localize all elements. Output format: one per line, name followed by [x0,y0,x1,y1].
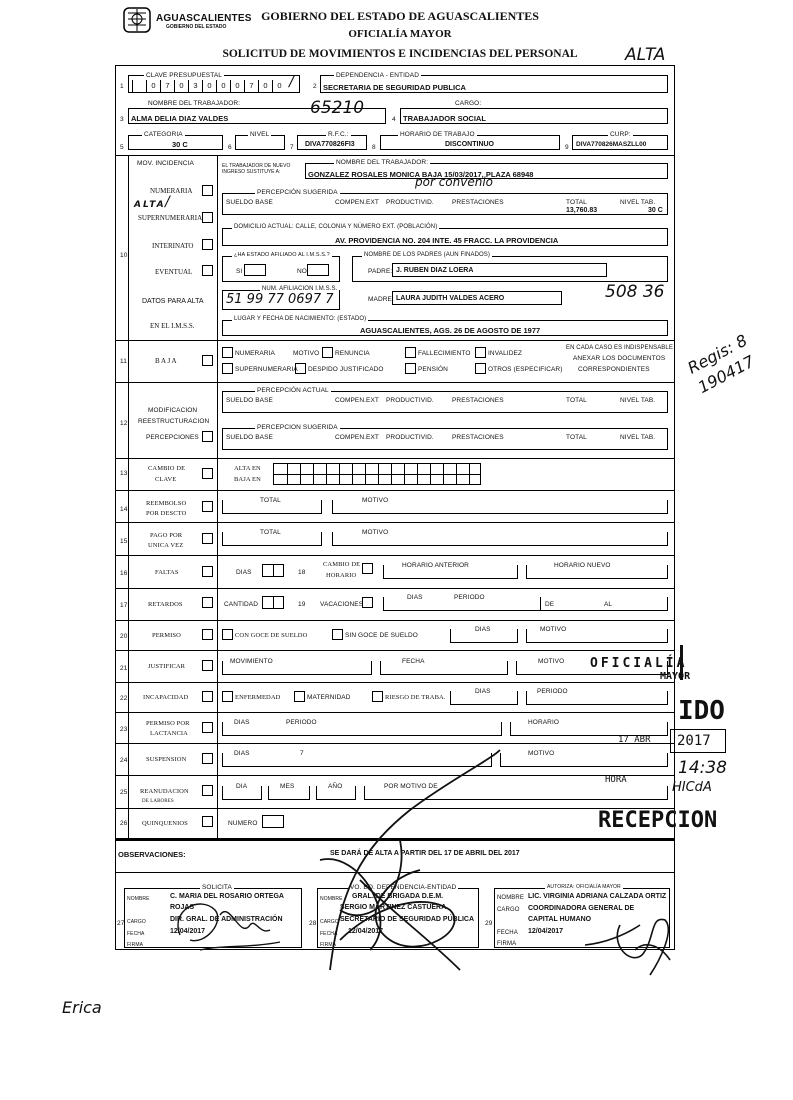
hand-check: / [289,74,294,90]
dias-label: DIAS [475,626,491,633]
grid-cell-line [287,464,288,484]
curp-value: DIVA770826MASZLL00 [576,141,647,148]
field-number: 26 [120,820,128,827]
vacaciones-periodo-field[interactable] [383,597,668,611]
lactancia-label: PERMISO POR [146,720,190,727]
field-number: 3 [120,116,124,123]
baja-supernumeraria-checkbox[interactable] [222,363,233,374]
motivo-label: MOTIVO [538,658,565,665]
maternidad-label: MATERNIDAD [307,694,351,701]
grid-cell-line [404,464,405,484]
baja-note: ANEXAR LOS DOCUMENTOS [573,355,666,362]
total-label: TOTAL [566,434,587,441]
lugar-label: LUGAR Y FECHA DE NACIMIENTO: (ESTADO) [234,316,367,322]
movimiento-label: MOVIMIENTO [230,658,273,665]
logo-name: AGUASCALIENTES [156,13,252,24]
renuncia-label: RENUNCIA [335,350,370,357]
logo-sub: GOBIERNO DEL ESTADO [166,24,227,30]
categoria-label: CATEGORIA [144,131,183,138]
quinquenios-label: QUINQUENIOS [142,820,188,827]
suspension-label: SUSPENSION [146,756,187,763]
nombre-value: ALMA DELIA DIAZ VALDES [131,114,229,123]
reanudacion-label: DE LABORES [142,799,174,804]
field-number: 15 [120,538,128,545]
numero-label: NUMERO [228,820,258,827]
periodo-label: PERIODO [286,719,317,726]
field-number: 18 [298,569,306,576]
clave-digit-cell[interactable]: 0 [146,80,160,92]
enfermedad-label: ENFERMEDAD [235,694,281,701]
nivel-tab-label: NIVEL TAB. [620,434,656,441]
pago-label: PAGO POR [150,532,183,539]
datos-para-alta-label: DATOS PARA ALTA [142,298,204,305]
field-number: 17 [120,602,128,609]
field-number: 27 [117,920,125,927]
cantidad-label: CANTIDAD [224,601,259,608]
dias-label: DIAS [234,719,250,726]
cargo-l: CARGO [127,919,146,925]
signature-vobo [300,740,510,980]
enfermedad-checkbox[interactable] [222,691,233,702]
reception-stamp [560,640,760,840]
horario-label: HORARIO [528,719,560,726]
quinquenios-checkbox[interactable] [202,816,213,827]
grid-cell-line [456,464,457,484]
alta-en-label: ALTA EN [234,465,261,472]
lactancia-dias-field[interactable] [222,722,502,736]
lugar-value: AGUASCALIENTES, AGS. 26 DE AGOSTO DE 1977 [360,326,541,335]
permiso-checkbox[interactable] [202,629,213,640]
prestaciones-label: PRESTACIONES [452,434,504,441]
percepcion-sugerida-label: PERCEPCION SUGERIDA [257,424,338,431]
eventual-label: EVENTUAL [155,268,193,276]
clave-digit-cell[interactable]: 7 [244,80,258,92]
firma-l: FIRMA [320,942,337,948]
curp-label: CURP: [610,131,631,138]
total-label: TOTAL [566,397,587,404]
alta-label: ALTA [134,200,166,210]
firma-l: FIRMA [127,942,144,948]
vobo-fecha: 12/04/2017 [348,928,384,935]
solicita-nombre: C. MARIA DEL ROSARIO ORTEGA [170,893,284,900]
cargo-value: TRABAJADOR SOCIAL [403,114,486,123]
stamp-recepcion: RECEPCION [598,808,718,833]
reanudacion-checkbox[interactable] [202,785,213,796]
fecha-l: FECHA [497,930,518,936]
grid-cell-line [378,464,379,484]
motivo-label: MOTIVO [528,750,555,757]
header-line2: OFICIALÍA MAYOR [348,28,452,40]
vobo-nombre: GRAL. DE BRIGADA D.E.M. [352,893,444,900]
field-number: 16 [120,570,128,577]
handwritten-alta: ALTA [625,45,666,65]
otros-checkbox[interactable] [475,363,486,374]
field-number: 21 [120,665,128,672]
dias-label: DIAS [475,688,491,695]
solicita-nombre: ROJAS [170,904,195,911]
nombre-trab-value: GONZALEZ ROSALES MONICA BAJA 15/03/2017, PLAZA 68948 [308,170,534,179]
autoriza-nombre: LIC. VIRGINIA ADRIANA CALZADA ORTIZ [528,893,667,900]
supernumeraria-checkbox[interactable] [202,212,213,223]
stamp-mayor: MAYOR [660,671,691,682]
eventual-checkbox[interactable] [202,265,213,276]
grid-divider [274,474,480,475]
grid-cell-line [365,464,366,484]
dias-label: DIAS [234,750,250,757]
stamp-time: 14:38 [678,758,727,778]
modificacion-label: MODIFICACION [148,407,198,414]
retardos-checkbox[interactable] [202,597,213,608]
field-number: 10 [120,252,128,259]
suspension-dias-value: 7 [300,750,304,757]
grid-cell-line [313,464,314,484]
grid-cell-line [469,464,470,484]
otros-label: OTROS (ESPECIFICAR) [488,366,563,373]
dias-label: DIAS [236,569,252,576]
nombre-l: NOMBRE [320,896,343,902]
header-line1: GOBIERNO DEL ESTADO DE AGUASCALIENTES [261,9,539,23]
observaciones-label: OBSERVACIONES: [118,850,186,859]
trab-nuevo-label: EL TRABAJADOR DE NUEVO INGRESO SUSTITUYE A: [222,163,291,175]
field-number: 12 [120,420,128,427]
handwritten-convenio: por convenio [415,175,494,189]
pago-label: UNICA VEZ [148,542,184,549]
handwritten-registro: Regis: 8 190417 [684,330,758,398]
grid-cell-line [391,464,392,484]
autoriza-label: AUTORIZA: OFICIALÍA MAYOR [547,884,621,890]
field-number: 28 [309,920,317,927]
reembolso-label: POR DESCTO [146,510,187,517]
cargo-l: CARGO [320,919,339,925]
total-label: TOTAL [260,497,281,504]
cambio-horario-label: HORARIO [326,572,357,579]
si-label: SI [236,268,243,275]
cargo-l: CARGO [497,907,520,913]
num-afiliacion-label: NUM. AFILIACION I.M.S.S. [262,286,338,292]
reanudacion-label: REANUDACION [140,788,189,795]
motivo-label: MOTIVO [540,626,567,633]
solicita-label: SOLICITA [202,884,232,891]
nombre-l: NOMBRE [497,895,524,901]
reembolso-checkbox[interactable] [202,501,213,512]
sueldo-base-label: SUELDO BASE [226,397,273,404]
interinato-checkbox[interactable] [202,239,213,250]
cambio-clave-label: CAMBIO DE [148,465,186,472]
faltas-label: FALTAS [155,569,179,576]
cambio-horario-checkbox[interactable] [362,563,373,574]
percepcion-sugerida-field[interactable] [222,193,668,215]
clave-grid[interactable] [273,463,481,485]
nombre-l: NOMBRE [127,896,150,902]
field-number: 24 [120,757,128,764]
field-number: 29 [485,920,493,927]
horario-anterior-label: HORARIO ANTERIOR [402,562,469,569]
clave-label: CLAVE PRESUPUESTAL [146,72,222,79]
grid-cell-line [300,464,301,484]
signature-autoriza [580,905,680,985]
retardos-label: RETARDOS [148,601,183,608]
percepciones-label: PERCEPCIONES [146,434,199,441]
rfc-value: DIVA770826FI3 [305,141,355,148]
invalidez-label: INVALIDEZ [488,350,523,357]
clave-digit-cell[interactable]: 3 [188,80,202,92]
num-afiliacion-value: 51 99 77 0697 7 [226,292,334,307]
interinato-label: INTERINATO [152,242,194,250]
vacaciones-checkbox[interactable] [362,597,373,608]
horario-value: DISCONTINUO [445,141,494,148]
percepcion-actual-field[interactable] [222,391,668,413]
nivel-tab-value: 30 C [648,207,663,214]
pension-checkbox[interactable] [405,363,416,374]
dependencia-label: DEPENDENCIA - ENTIDAD [336,72,420,79]
fecha-label: FECHA [402,658,425,665]
numeraria-checkbox[interactable] [202,185,213,196]
dia-label: DIA [236,783,248,790]
padres-label: NOMBRE DE LOS PADRES (AUN FINADOS) [364,252,490,258]
firma-l: FIRMA [497,941,517,947]
nivel-tab-label: NIVEL TAB. [620,397,656,404]
despido-label: DESPIDO JUSTIFICADO [308,366,384,373]
field-number: 13 [120,470,128,477]
madre-label: MADRE: [368,296,394,303]
clave-digit-cell[interactable]: 0 [258,80,272,92]
baja-motivo-label: MOTIVO [293,350,320,357]
total-label: TOTAL [566,199,587,206]
reestructuracion-label: REESTRUCTURACION [138,418,210,425]
field-number: 23 [120,726,128,733]
compen-ext-label: COMPEN.EXT [335,434,379,441]
stamp-hora: HORA [605,775,627,785]
motivo-label: MOTIVO [362,529,389,536]
pago-checkbox[interactable] [202,533,213,544]
autoriza-cargo: COORDINADORA GENERAL DE [528,905,635,912]
nombre-label: NOMBRE DEL TRABAJADOR: [148,100,241,107]
clave-digit-cell[interactable]: 0 [230,80,244,92]
handwritten-508: 508 36 [605,282,665,302]
categoria-value: 30 C [172,140,188,149]
justificar-label: JUSTIFICAR [148,663,186,670]
grid-cell-line [417,464,418,484]
lactancia-label: LACTANCIA [150,730,188,737]
sin-goce-checkbox[interactable] [332,629,343,640]
pension-label: PENSIÓN [418,366,448,373]
grid-cell-line [339,464,340,484]
fecha-l: FECHA [320,931,338,937]
periodo-label: PERIODO [454,594,485,601]
periodo-label: PERIODO [537,688,568,695]
faltas-checkbox[interactable] [202,566,213,577]
autoriza-cargo: CAPITAL HUMANO [528,916,592,923]
sin-goce-label: SIN GOCE DE SUELDO [345,632,418,639]
productividad-label: PRODUCTIVID. [386,199,434,206]
madre-value: LAURA JUDITH VALDES ACERO [396,295,505,302]
stamp-oficialia: OFICIALÍA [590,656,688,671]
compen-ext-label: COMPEN.EXT [335,397,379,404]
domicilio-value: AV. PROVIDENCIA NO. 204 INTE. 45 FRACC. LA PROVIDENCIA [335,236,559,245]
field-number: 8 [372,144,376,151]
clave-digit-cell[interactable] [132,80,146,92]
field-number: 5 [120,144,124,151]
motivo-label: MOTIVO [362,497,389,504]
incapacidad-checkbox[interactable] [202,691,213,702]
clave-digit-cell[interactable]: 0 [174,80,188,92]
grid-cell-line [443,464,444,484]
vacaciones-label: VACACIONES [320,601,364,608]
observaciones-text: SE DARÁ DE ALTA A PARTIR DEL 17 DE ABRIL DEL 2017 [330,850,520,857]
quinquenios-numero-input[interactable] [262,815,284,828]
renuncia-checkbox[interactable] [322,347,333,358]
riesgo-label: RIESGO DE TRABA. [385,694,446,701]
fallecimiento-label: FALLECIMIENTO [418,350,471,357]
mes-label: MES [280,783,295,790]
riesgo-checkbox[interactable] [372,691,383,702]
field-number: 11 [120,358,127,365]
si-checkbox[interactable] [244,264,266,276]
rfc-label: R.F.C.: [328,131,349,138]
cambio-clave-checkbox[interactable] [202,468,213,479]
prestaciones-label: PRESTACIONES [452,397,504,404]
de-label: DE [545,601,555,608]
cargo-label: CARGO: [455,100,482,107]
clave-digit-cell[interactable]: 0 [272,80,286,92]
no-label: NO [297,268,307,275]
field-number: 6 [228,144,232,151]
total-label: TOTAL [260,529,281,536]
maternidad-checkbox[interactable] [294,691,305,702]
coat-of-arms-icon [120,5,154,35]
field-number: 7 [290,144,294,151]
baja-numeraria-label: NUMERARIA [235,350,275,357]
domicilio-label: DOMICILIO ACTUAL: CALLE, COLONIA Y NÚMERO EXT. (POBLACIÓN) [234,224,438,230]
clave-digit-cell[interactable]: 0 [202,80,216,92]
numeraria-label: NUMERARIA [150,187,193,195]
cambio-clave-label: CLAVE [155,476,177,483]
con-goce-checkbox[interactable] [222,629,233,640]
percepcion-actual-label: PERCEPCIÓN ACTUAL [257,387,329,394]
baja-numeraria-checkbox[interactable] [222,347,233,358]
modificacion-checkbox[interactable] [202,431,213,442]
fallecimiento-checkbox[interactable] [405,347,416,358]
permiso-label: PERMISO [152,632,181,639]
reembolso-label: REEMBOLSO [146,500,187,507]
dias-label: DIAS [407,594,423,601]
invalidez-checkbox[interactable] [475,347,486,358]
supernumeraria-label: SUPERNUMERARIA [138,214,203,222]
percepcion-sugerida-mod-field[interactable] [222,428,668,450]
padre-value: J. RUBEN DIAZ LOERA [396,267,474,274]
stamp-year: 2017 [677,733,711,749]
field-number: 9 [565,144,569,151]
padre-label: PADRE: [368,268,393,275]
stamp-date: 17 ABR [618,735,651,745]
field-number: 20 [120,633,128,640]
al-label: AL [604,601,613,608]
grid-cell-line [326,464,327,484]
en-imss-label: EN EL I.M.S.S. [150,322,195,330]
handwritten-number: 65210 [310,98,365,118]
productividad-label: PRODUCTIVID. [386,397,434,404]
field-number: 19 [298,601,306,608]
stamp-ido: IDO [678,696,725,726]
sueldo-base-label: SUELDO BASE [226,199,273,206]
con-goce-label: CON GOCE DE SUELDO [235,632,308,639]
header-line3: SOLICITUD DE MOVIMIENTOS E INCIDENCIAS DEL PERSONAL [222,48,578,60]
field-number: 22 [120,695,128,702]
fecha-l: FECHA [127,931,145,937]
field-number: 25 [120,789,128,796]
solicita-cargo: DIR. GRAL. DE ADMINISTRACIÓN [170,916,283,923]
compen-ext-label: COMPEN.EXT [335,199,379,206]
horario-nuevo-label: HORARIO NUEVO [554,562,611,569]
nombre-trab-label: NOMBRE DEL TRABAJADOR: [336,159,429,166]
baja-supernumeraria-label: SUPERNUMERARIA [235,366,298,373]
productividad-label: PRODUCTIVID. [386,434,434,441]
autoriza-fecha: 12/04/2017 [528,928,564,935]
suspension-checkbox[interactable] [202,753,213,764]
dependencia-value: SECRETARIA DE SEGURIDAD PUBLICA [323,83,466,92]
prestaciones-label: PRESTACIONES [452,199,504,206]
mov-incidencia-label: MOV. INCIDENCIA [137,160,194,167]
signature-solicita [160,890,290,960]
no-checkbox[interactable] [307,264,329,276]
clave-digit-cell[interactable]: 0 [216,80,230,92]
anio-label: AÑO [328,783,343,790]
nivel-label: NIVEL [250,131,270,138]
por-motivo-label: POR MOTIVO DE [384,783,438,790]
cambio-horario-label: CAMBIO DE [323,561,361,568]
solicita-fecha: 12/04/2017 [170,928,206,935]
incapacidad-label: INCAPACIDAD [143,694,189,701]
baja-en-label: BAJA EN [234,476,261,483]
field-number: 2 [313,83,317,90]
lactancia-checkbox[interactable] [202,722,213,733]
field-number: 1 [120,83,124,90]
baja-checkbox[interactable] [202,355,213,366]
grid-cell-line [430,464,431,484]
baja-title: B A J A [155,357,177,365]
total-value: 13,760.83 [566,207,598,214]
handwritten-erica: Erica [62,998,102,1017]
horario-label: HORARIO DE TRABAJO [400,131,475,138]
stamp-initials: HICdA [672,780,712,795]
vobo-nombre: SERGIO MARTINEZ CASTUERA [340,904,447,911]
vobo-cargo: SECRETARIO DE SEGURIDAD PÚBLICA [340,916,475,923]
imss-question: ¿HA ESTADO AFILIADO AL I.M.S.S.? [234,252,330,258]
field-number: 4 [392,116,396,123]
percepcion-sugerida-label: PERCEPCIÓN SUGERIDA [257,189,338,196]
clave-digits [132,80,286,92]
sueldo-base-label: SUELDO BASE [226,434,273,441]
vobo-label: VO. BO. DEPENDENCIA-ENTIDAD [350,884,457,891]
clave-digit-cell[interactable]: 7 [160,80,174,92]
baja-note: EN CADA CASO ES INDISPENSABLE [566,345,673,351]
hand-check: / [165,194,170,210]
justificar-checkbox[interactable] [202,660,213,671]
nivel-tab-label: NIVEL TAB. [620,199,656,206]
despido-checkbox[interactable] [295,363,306,374]
baja-note: CORRESPONDIENTES [578,366,650,373]
grid-cell-line [352,464,353,484]
field-number: 14 [120,506,128,513]
